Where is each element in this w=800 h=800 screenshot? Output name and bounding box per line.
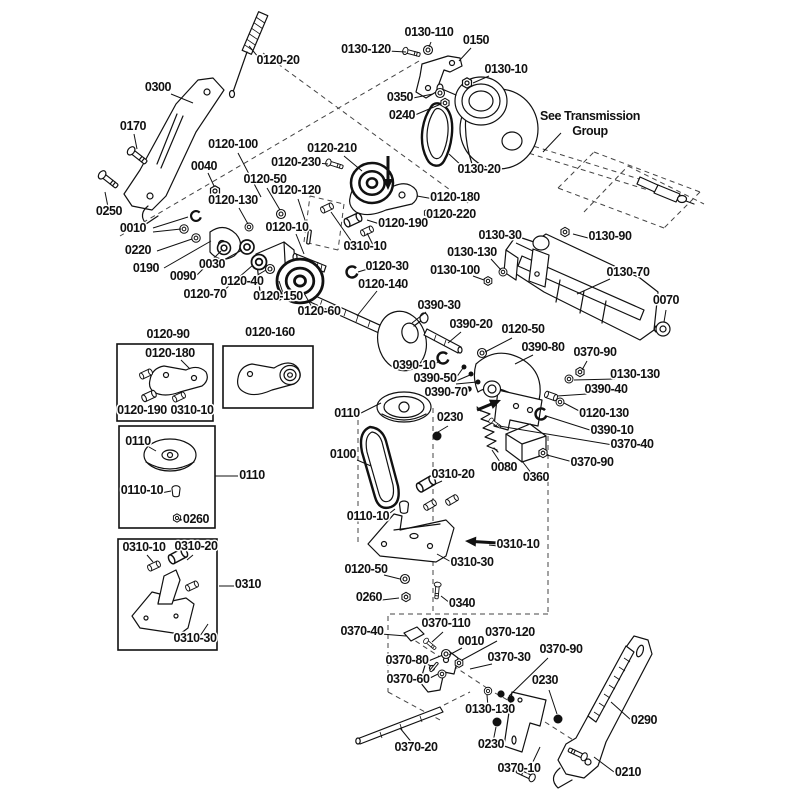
part-label: 0120-190 <box>378 216 428 230</box>
part-label: 0370-120 <box>485 625 535 639</box>
leader-line <box>456 382 477 384</box>
part-label: 0120-100 <box>208 137 258 151</box>
leader-line <box>449 648 462 655</box>
part-label: 0130-90 <box>588 229 632 243</box>
part-label: 0310-10 <box>343 239 387 253</box>
part-label: 0390-70 <box>424 385 468 399</box>
leader-line <box>357 291 377 316</box>
dashed-line <box>584 166 628 212</box>
part-label: 0120-180 <box>145 346 195 360</box>
nut-part <box>402 592 410 601</box>
leader-line <box>470 664 492 669</box>
part-label: 0190 <box>132 261 160 275</box>
part-label: 0390-40 <box>584 382 628 396</box>
part-label: 0120-120 <box>271 183 321 197</box>
leader-line <box>344 156 362 171</box>
washer-part <box>424 46 433 55</box>
part-label: 0120-30 <box>365 259 409 273</box>
part-label: 0080 <box>490 460 518 474</box>
bushing-part <box>360 225 375 236</box>
part-label: 0110-10 <box>120 483 164 497</box>
leader-line <box>432 632 443 642</box>
leader-line <box>485 338 512 352</box>
washer-part <box>192 234 201 243</box>
part-label: 0370-90 <box>570 455 614 469</box>
part-label: 0310-10 <box>122 540 166 554</box>
part-label: 0120-180 <box>430 190 480 204</box>
part-label: 0350 <box>386 90 414 104</box>
bushing-part <box>147 560 162 571</box>
part-label: 0230 <box>436 410 464 424</box>
dashed-line <box>558 152 594 188</box>
bolt-part <box>402 47 421 59</box>
washer-part <box>565 375 573 383</box>
washer-part <box>438 670 446 678</box>
leader-line <box>134 134 137 149</box>
ring-part <box>438 352 449 363</box>
ball-part <box>497 690 504 697</box>
shaft-coupling-drawing <box>637 177 694 204</box>
part-label: 0120-10 <box>265 220 309 234</box>
part-label: 0130-130 <box>465 702 515 716</box>
box4-bracket-drawing <box>132 570 194 634</box>
dashed-line <box>310 196 344 204</box>
part-label: 0120-160 <box>245 325 295 339</box>
box3-disc-drawing <box>144 439 196 471</box>
nut-part <box>463 78 472 88</box>
leader-line <box>147 555 153 562</box>
bushing-part <box>343 212 363 228</box>
bushing-part <box>445 494 460 506</box>
leader-line <box>557 394 587 396</box>
leader-line <box>157 239 192 251</box>
part-label: 0310-20 <box>431 467 475 481</box>
cap-part <box>172 486 180 497</box>
part-label: 0130-110 <box>404 25 454 39</box>
part-label: 0130-100 <box>430 263 480 277</box>
part-label: 0230 <box>477 737 505 751</box>
leader-line <box>574 379 615 380</box>
pulleysm-part <box>280 366 300 385</box>
part-label: 0170 <box>119 119 147 133</box>
bolt-part <box>433 582 441 599</box>
part-label: 0130-30 <box>478 228 522 242</box>
part-label: 0120-230 <box>271 155 321 169</box>
nut-part <box>561 227 569 236</box>
part-label: 0120-50 <box>501 322 545 336</box>
washer-part <box>252 255 267 270</box>
part-label: 0130-20 <box>457 162 501 176</box>
dashed-line <box>558 188 664 228</box>
part-label: 0370-20 <box>394 740 438 754</box>
leader-line <box>582 361 587 370</box>
leader-line <box>382 598 399 600</box>
part-label: 0010 <box>457 634 485 648</box>
part-label: 0220 <box>124 243 152 257</box>
part-label: 0390-10 <box>590 423 634 437</box>
leader-line <box>547 455 573 462</box>
nut-part <box>539 448 547 457</box>
part-label: Group <box>572 124 608 138</box>
ring-part <box>191 211 201 221</box>
rod-0390-20-drawing <box>424 329 462 353</box>
part-label: 0310 <box>234 577 262 591</box>
part-label: 0110 <box>125 434 151 448</box>
part-label: 0120-90 <box>146 327 190 341</box>
nut-part <box>484 277 492 286</box>
part-label: 0360 <box>522 470 550 484</box>
part-label: 0370-60 <box>386 672 430 686</box>
nut-part <box>441 98 449 107</box>
belt-0100-drawing <box>361 427 399 508</box>
part-label: 0040 <box>190 159 218 173</box>
washer-part <box>266 265 275 274</box>
bushing-part <box>141 390 157 403</box>
part-label: 0120-190 <box>117 403 167 417</box>
part-label: 0030 <box>198 257 226 271</box>
bushing-part <box>320 202 335 213</box>
part-label: 0250 <box>95 204 123 218</box>
part-label: 0310-10 <box>496 537 540 551</box>
leader-line <box>543 133 561 152</box>
leader-line <box>491 259 501 270</box>
part-label: 0300 <box>144 80 172 94</box>
part-label: 0120-40 <box>220 274 264 288</box>
part-label: 0130-130 <box>447 245 497 259</box>
part-label: 0260 <box>355 590 383 604</box>
part-label: 0120-140 <box>358 277 408 291</box>
rod-0370-20-drawing <box>356 707 443 744</box>
part-label: 0120-210 <box>307 141 357 155</box>
part-label: 0120-20 <box>256 53 300 67</box>
washer-part <box>180 225 189 234</box>
part-label: 0090 <box>169 269 197 283</box>
part-label: 0370-30 <box>487 650 531 664</box>
part-label: 0370-40 <box>610 437 654 451</box>
part-label: 0130-70 <box>606 265 650 279</box>
dashed-line <box>512 148 648 190</box>
part-label: 0370-110 <box>421 616 471 630</box>
leader-line <box>456 368 463 378</box>
part-label: 0130-120 <box>341 42 391 56</box>
washer-part <box>478 349 487 358</box>
bushing-part <box>544 391 559 402</box>
part-label: 0110 <box>239 468 265 482</box>
leader-line <box>438 426 448 432</box>
part-label: 0390-20 <box>449 317 493 331</box>
part-label: 0120-130 <box>579 406 629 420</box>
part-label: 0230 <box>531 673 559 687</box>
part-label: 0340 <box>448 596 476 610</box>
part-label: 0130-10 <box>484 62 528 76</box>
nut-part <box>455 659 463 668</box>
part-label: 0390-80 <box>521 340 565 354</box>
bolt-part <box>325 158 344 170</box>
part-label: 0310-30 <box>173 631 217 645</box>
pulley-0110-drawing <box>377 392 431 422</box>
part-label: 0310-20 <box>174 539 218 553</box>
part-label: 0260 <box>182 512 210 526</box>
part-label: 0130-130 <box>610 367 660 381</box>
part-label: 0370-80 <box>385 653 429 667</box>
leader-line <box>381 634 406 636</box>
washer-part <box>436 89 445 98</box>
part-label: 0070 <box>652 293 680 307</box>
nut-part <box>173 514 180 522</box>
part-label: 0110 <box>334 406 360 420</box>
box1-bracket-drawing <box>150 366 208 395</box>
part-label: See Transmission <box>540 109 640 123</box>
part-label: 0310-30 <box>450 555 494 569</box>
part-label: 0120-50 <box>243 172 287 186</box>
part-label: 0390-30 <box>417 298 461 312</box>
part-label: 0290 <box>630 713 658 727</box>
part-label: 0150 <box>462 33 490 47</box>
washer-part <box>277 210 286 219</box>
leader-line <box>456 375 470 381</box>
part-label: 0240 <box>388 108 416 122</box>
part-label: 0310-10 <box>170 403 214 417</box>
ring-part <box>347 266 358 277</box>
belt-0130-20-drawing <box>422 103 452 165</box>
part-label: 0120-50 <box>344 562 388 576</box>
part-label: 0120-150 <box>253 289 303 303</box>
part-label: 0370-40 <box>340 624 384 638</box>
part-label: 0120-70 <box>183 287 227 301</box>
part-label: 0210 <box>614 765 642 779</box>
leader-line <box>664 310 666 322</box>
part-label: 0390-10 <box>392 358 436 372</box>
part-label: 0010 <box>119 221 147 235</box>
leader-line <box>448 332 461 343</box>
bolt-part <box>97 169 120 190</box>
leader-line <box>181 360 190 369</box>
washer-part <box>240 240 254 254</box>
assembly-arrow-shaft <box>473 541 498 543</box>
leader-line <box>459 48 471 61</box>
leader-line <box>153 229 181 232</box>
cover-0390-80-drawing <box>474 353 542 430</box>
grommet-part <box>654 322 670 336</box>
leader-line <box>549 690 557 714</box>
washer-part <box>401 575 410 584</box>
part-label: 0120-130 <box>208 193 258 207</box>
ball-part <box>554 715 563 724</box>
leader-line <box>296 234 304 254</box>
assembly-arrow-head <box>465 537 476 547</box>
bushing-part <box>423 499 438 511</box>
part-label: 0390-50 <box>413 371 457 385</box>
bushing-part <box>185 580 200 591</box>
washer-part <box>245 223 253 231</box>
part-label: 0110-10 <box>346 509 390 523</box>
leader-line <box>239 208 248 224</box>
washer-part <box>442 650 451 659</box>
part-label: 0120-220 <box>426 207 476 221</box>
ball-part <box>493 718 502 727</box>
part-label: 0120-60 <box>297 304 341 318</box>
cap-part <box>400 501 409 513</box>
part-label: 0370-10 <box>497 761 541 775</box>
washer-part <box>484 687 492 695</box>
part-label: 0100 <box>329 447 357 461</box>
part-label: 0370-90 <box>573 345 617 359</box>
part-label: 0370-90 <box>539 642 583 656</box>
ball-part <box>433 432 442 441</box>
